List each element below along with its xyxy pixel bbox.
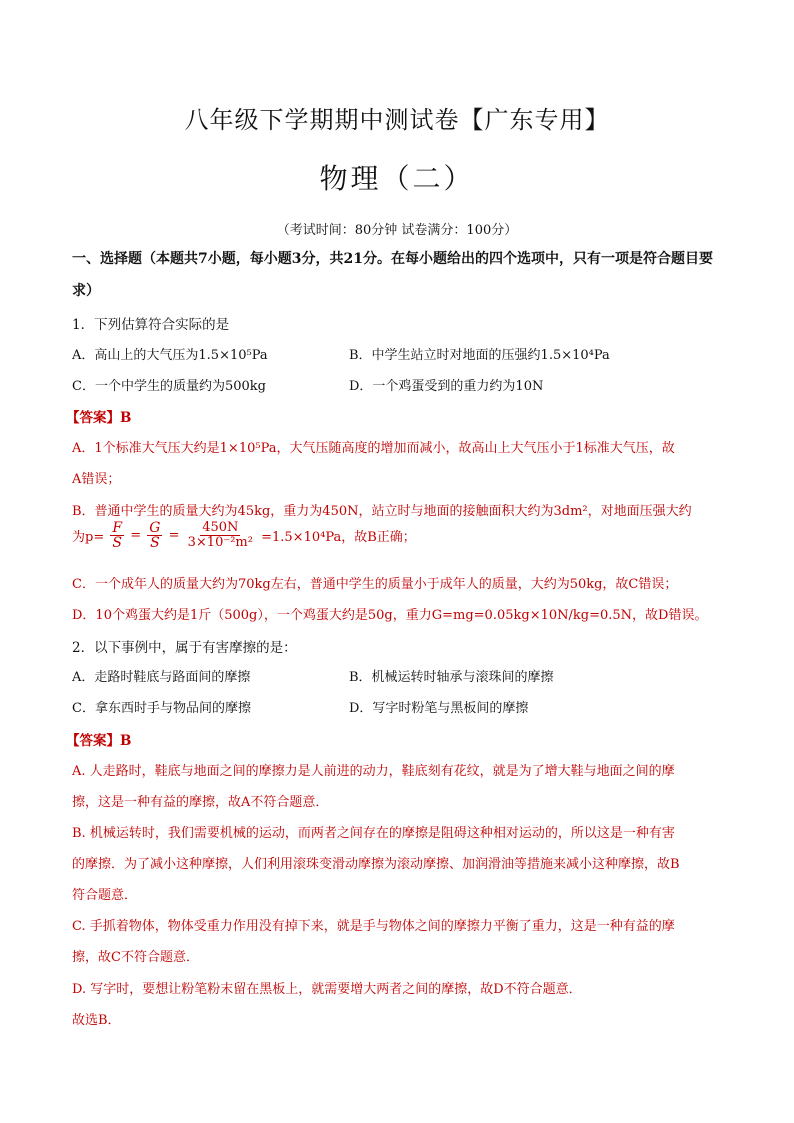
equals-sign: =	[168, 528, 180, 543]
q1-explanation-b: B．普通中学生的质量大约为45kg，重力为450N，站立时与地面的接触面积大约为3dm²，对地面压强大约	[72, 504, 692, 519]
q1-explanation-a-cont: A错误；	[72, 472, 121, 487]
fraction-denominator: 3×10⁻²m²	[187, 535, 253, 550]
q2-explanation-d: D. 写字时，要想让粉笔粉末留在黑板上，就需要增大两者之间的摩擦，故D不符合题意．	[72, 982, 582, 997]
q2-explanation-b: B. 机械运转时，我们需要机械的运动，而两者之间存在的摩擦是阻碍这种相对运动的，所以这是一种有害	[72, 826, 675, 841]
fraction-numerator: 450N	[202, 520, 239, 535]
fraction-denominator: S	[112, 535, 123, 551]
q1-option-b: B．中学生站立时对地面的压强约1.5×10⁴Pa	[349, 348, 610, 363]
q2-option-c: C．拿东西时手与物品间的摩擦	[72, 701, 251, 716]
q1-option-d: D．一个鸡蛋受到的重力约为10N	[349, 379, 544, 394]
fraction-denominator: S	[150, 535, 160, 551]
q1-answer: 【答案】B	[66, 410, 132, 426]
q2-explanation-c: C. 手抓着物体，物体受重力作用没有掉下来，就是手与物体之间的摩擦力平衡了重力，这是一种有益的摩	[72, 919, 675, 934]
q1-explanation-b-formula	[72, 521, 416, 550]
q1-option-a: A．高山上的大气压为1.5×10⁵Pa	[72, 348, 268, 363]
fraction-f-over-s	[110, 521, 124, 550]
q2-stem: 2．以下事例中，属于有害摩擦的是：	[72, 640, 297, 656]
q1-option-c: C．一个中学生的质量约为500kg	[72, 379, 266, 394]
equals-sign: =	[130, 528, 142, 543]
q1-stem: 1．下列估算符合实际的是	[72, 317, 230, 333]
q2-option-b: B．机械运转时轴承与滚珠间的摩擦	[349, 670, 554, 685]
q1-explanation-c: C．一个成年人的质量大约为70kg左右，普通中学生的质量小于成年人的质量，大约为50kg，故C错误；	[72, 577, 678, 592]
q2-explanation-b-cont2: 符合题意．	[72, 888, 138, 903]
exam-title: 八年级下学期期中测试卷【广东专用】	[184, 106, 610, 134]
q2-option-a: A．走路时鞋底与路面间的摩擦	[72, 670, 251, 685]
formula-prefix: 为p=	[72, 530, 105, 545]
q2-explanation-b-cont: 的摩擦．为了减小这种摩擦，人们利用滚珠变滑动摩擦为滚动摩擦、加润滑油等措施来减小这种摩擦，故B	[72, 857, 680, 872]
q1-explanation-a: A．1个标准大气压大约是1×10⁵Pa，大气压随高度的增加而减小，故高山上大气压小于1标准大气压，故	[72, 441, 675, 456]
fraction-numeric	[186, 521, 255, 550]
fraction-g-over-s	[147, 521, 162, 550]
exam-info: （考试时间：80分钟 试卷满分：100分）	[276, 223, 518, 238]
q2-explanation-c-cont: 擦，故C不符合题意．	[72, 950, 199, 965]
fraction-numerator: F	[112, 520, 123, 536]
formula-result: =1.5×10⁴Pa，故B正确；	[261, 530, 416, 545]
subject-title: 物理（二）	[319, 162, 475, 195]
q2-explanation-a: A. 人走路时，鞋底与地面之间的摩擦力是人前进的动力，鞋底刻有花纹，就是为了增大鞋与地面之间的摩	[72, 764, 675, 779]
q2-explanation-a-cont: 擦，这是一种有益的摩擦，故A不符合题意．	[72, 795, 329, 810]
q2-answer: 【答案】B	[66, 733, 132, 749]
q1-explanation-d: D．10个鸡蛋大约是1斤（500g），一个鸡蛋大约是50g，重力G=mg=0.05kg×10N/kg=0.5N，故D错误。	[72, 608, 708, 623]
section-heading-cont: 求）	[72, 283, 100, 299]
q2-option-d: D．写字时粉笔与黑板间的摩擦	[349, 701, 529, 716]
fraction-numerator: G	[149, 520, 161, 536]
section-heading: 一、选择题（本题共7小题，每小题3分，共21分。在每小题给出的四个选项中，只有一项是符合题目要	[72, 251, 713, 267]
q2-conclusion: 故选B．	[72, 1013, 121, 1028]
